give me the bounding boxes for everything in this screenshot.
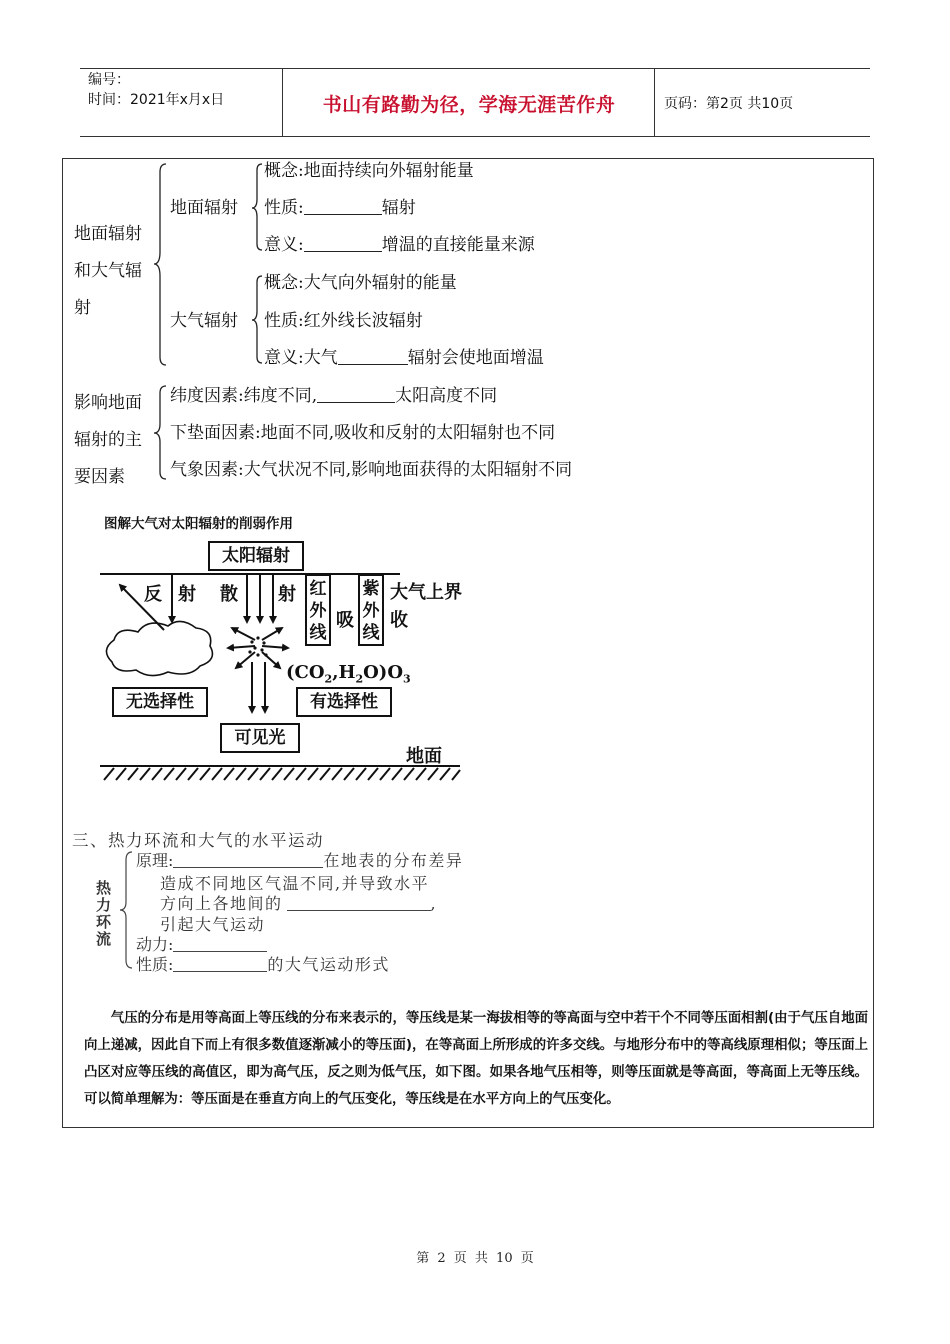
label-scatter-1: 散 [220,584,238,605]
side-char-1: 热 [96,879,112,897]
atmo-nature: 性质:红外线长波辐射 [264,311,423,331]
gases-sub-1: 2 [324,672,333,686]
nature-prefix: 性质: [136,955,174,974]
factor-weather: 气象因素:大气状况不同,影响地面获得的太阳辐射不同 [170,460,573,480]
isobar-paragraph: 气压的分布是用等高面上等压线的分布来表示的，等压线是某一海拔相等的等高面与空中若干个不同等压面相割(由于气压自地面向上递减，因此自下而上有很多数值逐渐减小的等压面)，在等高面上所形成的许多交线。与地形分布中的等高线原理相似；等压面上凸区对应等压线的高值区，即为高气压，反之则为低气压，如下图。如果各地气压相等，则等压面就是等高面，等高面上无等压线。可以简单理解为：等压面是在垂直方向上的气压变化，等压线是在水平方向上的气压变化。 [84,1011,868,1107]
date-label: 时间：2021年x月x日 [88,92,225,108]
factors-category-line1: 影响地面 [74,393,142,413]
atmo-meaning-prefix: 意义:大气 [264,348,338,368]
infrared-char-3: 线 [309,623,327,643]
infrared-char-1: 红 [309,579,327,599]
gases-part-1: (CO [286,662,325,683]
radiation-category-line2: 和大气辐 [74,261,142,281]
visible-light-box: 可见光 [220,723,300,753]
principle-blank [173,853,323,868]
label-scatter-2: 射 [278,584,296,605]
side-char-3: 环 [96,913,112,931]
diagram-caption: 图解大气对太阳辐射的削弱作用 [104,516,293,532]
nonselective-box: 无选择性 [112,687,208,717]
ground-concept: 概念:地面持续向外辐射能量 [264,161,474,181]
label-atmosphere-top: 大气上界 [390,582,462,603]
ultraviolet-char-3: 线 [362,623,380,643]
label-reflect-2: 射 [178,584,196,605]
principle-suffix: 在地表的分布差异 [323,851,464,870]
circulation-line3 [160,891,436,914]
sun-radiation-box: 太阳辐射 [208,541,304,571]
line3-prefix: 方向上各地间的 [160,894,283,913]
label-reflect-1: 反 [144,584,162,605]
ultraviolet-char-2: 外 [362,601,380,621]
factor-surface: 下垫面因素:地面不同,吸收和反射的太阳辐射也不同 [170,423,556,443]
header-motto: 书山有路勤为径，学海无涯苦作舟 [322,94,616,116]
factor-latitude-suffix: 太阳高度不同 [395,386,498,406]
atmo-radiation-title: 大气辐射 [170,311,238,331]
line3-suffix: , [430,894,436,913]
ultraviolet-char-1: 紫 [362,579,380,599]
selective-box: 有选择性 [296,687,392,717]
ground-radiation-title: 地面辐射 [170,198,238,218]
header-page-number: 页码：第2页 共10页 [664,96,794,112]
factors-category-line3: 要因素 [74,467,125,487]
ground-nature-suffix: 辐射 [381,198,416,218]
gases-sub-2: 2 [355,672,364,686]
ground-meaning-suffix: 增温的直接能量来源 [381,235,535,255]
serial-label: 编号： [88,72,130,88]
atmo-meaning-suffix: 辐射会使地面增温 [407,348,544,368]
factor-latitude-prefix: 纬度因素:纬度不同, [170,386,318,406]
nature-suffix: 的大气运动形式 [267,955,390,974]
gases-sub-3: 3 [403,672,411,686]
factors-category-line2: 辐射的主 [74,430,142,450]
side-char-2: 力 [96,896,112,914]
line3-blank [287,896,431,911]
circulation-line2: 造成不同地区气温不同,并导致水平 [160,874,430,893]
circulation-heading: 三、热力环流和大气的水平运动 [72,831,324,850]
infrared-char-2: 外 [309,601,327,621]
ground-meaning-prefix: 意义: [264,235,304,255]
gases-part-3: O)O [363,662,404,683]
atmo-concept: 概念:大气向外辐射的能量 [264,273,457,293]
gases-part-2: ,H [332,662,356,683]
ground-nature-prefix: 性质: [264,198,304,218]
circulation-nature [136,952,390,975]
principle-prefix: 原理: [136,851,174,870]
power-blank [173,937,267,952]
circulation-principle [136,848,463,871]
side-char-4: 流 [96,930,112,948]
radiation-category-line3: 射 [74,298,91,318]
label-ground: 地面 [406,746,442,767]
page-footer: 第 2 页 共 10 页 [416,1251,534,1266]
power-label: 动力: [136,935,174,954]
label-absorb-2: 收 [390,610,408,631]
radiation-category-line1: 地面辐射 [74,224,142,244]
circulation-line4: 引起大气运动 [160,915,266,934]
label-absorb-1: 吸 [336,610,354,631]
nature-blank [173,957,267,972]
